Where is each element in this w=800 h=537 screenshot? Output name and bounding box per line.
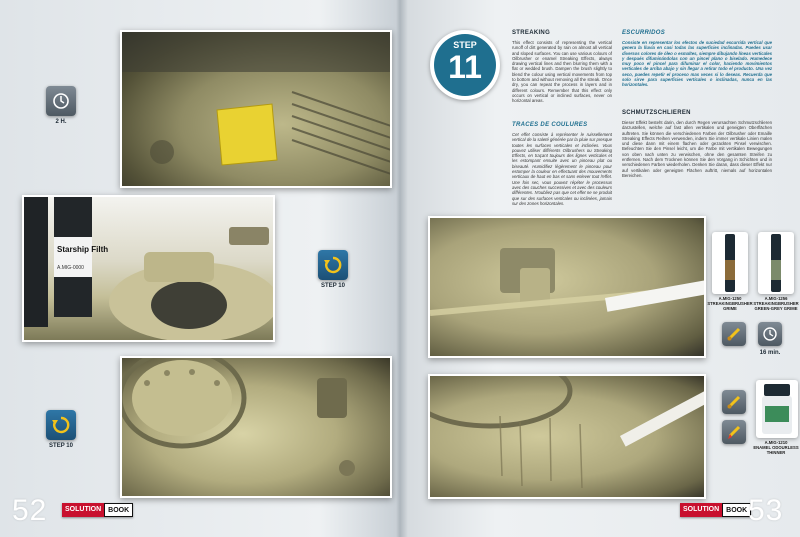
product-streakingbrusher-green-grey [758, 232, 794, 294]
body-de: Dieser Effekt besteht darin, den durch Regen verursachten Schmutzschlieren darzustellen, welche auf fast allen vertikalen und geneigten Oberflächen auftreten. Sie können die verschiedenen Farben der Oilbrusher oder Emaille Streaking Effects Reihen verwenden, indem Sie immer vertikale Linien malen und diese dann mit einem flachen oder gezackten Pinsel verwischen. Befeuchten Sie den Pinsel leicht, um die Farbe mit vertikalen Bewegungen von oben nach unten zu verwischen, ohne den gesamten Streifen zu entfernen. Nach dem Trocknen können Sie den Vorgang in Schichten und in verschiedenen Farben wiederholen. Denken Sie daran, dass dieser Effekt nur auf vertikalen oder geneigten Flächen auftritt, niemals auf horizontalen Bereichen. [622, 120, 772, 178]
logo-part-a: SOLUTION [62, 503, 104, 517]
brush-bottle-image [758, 232, 794, 294]
turret-closeup-illustration [122, 358, 392, 498]
streaking-application-illustration [430, 376, 706, 499]
hull-fitting-illustration [430, 218, 706, 358]
solution-book-logo-left [62, 503, 133, 517]
tank-photo-bottom-right [428, 374, 706, 499]
tank-photo-bottom-left [120, 356, 392, 498]
page-number-right: 53 [748, 494, 784, 527]
body-fr: Cet effet consiste à représenter le ruissellement vertical de la saleté générée par la pluie sur presque toutes les surfaces verticales et inclinées. Vous pouvez utiliser différents Oilbrushers ou Streaking Effects, en traçant toujours des lignes verticales et les estompant ensuite avec un pinceau plat ou biseauté. Humidifiez légèrement le pinceau pour estomper la couleur en effectuant des mouvements verticaux de haut en bas et sans enlever tout l'effet. Une fois sec, vous pouvez répéter le processus avec des couches successives et avec des couleurs différentes. N'oubliez pas que cet effet ne se produit que sur des surfaces verticales ou inclinées, jamais sur des zones horizontales. [512, 132, 612, 206]
product-streakingbrusher-grime [712, 232, 748, 294]
step-badge-inner [434, 34, 496, 96]
step-word: STEP [453, 40, 477, 50]
step-badge [430, 30, 500, 100]
body-en: This effect consists of representing the vertical runoff of dirt generated by rain on almost all vertical and sloped surfaces. You can use various colours of Oilbrusher or enamel Streaking Effects, always drawing vertical lines and then blurring them with a flat or wedded brush. Dampen the brush slightly to blend the colour using vertical movements from top to bottom and without removing all the streak. Once dry, you can repeat the process in layers and in different colours. Remember that this effect only occurs on vertical or inclined surfaces, never on horizontal areas. [512, 40, 612, 104]
step-caption-1: STEP 10 [321, 283, 345, 289]
product-enamel-thinner [756, 380, 798, 438]
thinner-jar-image [756, 380, 798, 438]
time-caption: 2 H. [55, 119, 67, 125]
heading-en: STREAKING [512, 30, 551, 36]
heading-de: SCHMUTZSCHLIEREN [622, 110, 691, 116]
product-label-1: A.MIG-1250 STREAKINGBRUSHER GRIME [707, 296, 753, 311]
tank-photo-top-left [120, 30, 392, 188]
brush-icon-2 [722, 390, 746, 414]
solution-book-logo-right [680, 503, 751, 517]
time-caption-right: 16 min. [759, 350, 781, 356]
tank-photo-top-right [428, 216, 706, 358]
bottle-code: A.MIG-0000 [57, 265, 84, 271]
body-es: Consiste en representar los efectos de suciedad escurrida vertical que genera la lluvia en casi todas las superficies inclinadas. Puedes usar diversos colores de óleo o esmaltes, siempre dibujando líneas verticales y después difuminándolas con un pincel plano o biselado. Humedece muy poco el pincel para difuminar el color, haciendo movimientos verticales de arriba abajo y sin llegar a retirar todo el producto. Una vez seco, puedes repetir el proceso mas veces si lo deseas. Recuerda que solo sirve para superficies verticales o inclinadas, nunca en las horizontales. [622, 40, 772, 88]
time-icon-right [758, 322, 782, 346]
logo-part-a: SOLUTION [680, 503, 722, 517]
bottle-label: Starship Filth [57, 245, 109, 254]
bottles-and-turret-illustration [24, 197, 275, 342]
tank-photo-middle-left [22, 195, 275, 342]
page-number-left: 52 [12, 494, 48, 527]
step-caption-2: STEP 10 [49, 443, 73, 449]
step-number: 11 [448, 49, 482, 85]
step-repeat-icon-1 [318, 250, 348, 280]
tank-hull-illustration [122, 32, 392, 188]
step-repeat-icon-2 [46, 410, 76, 440]
heading-fr: TRACES DE COULURES [512, 122, 588, 128]
time-icon [46, 86, 76, 116]
logo-part-b: BOOK [104, 503, 133, 517]
heading-es: ESCURRIDOS [622, 30, 666, 36]
logo-part-b: BOOK [722, 503, 751, 517]
product-label-3: A.MIG-1210 ENAMEL ODOURLESS THINNER [753, 440, 799, 455]
brush-icon-1 [722, 322, 746, 346]
wet-brush-icon [722, 420, 746, 444]
brush-bottle-image [712, 232, 748, 294]
product-label-2: A.MIG-1256 STREAKINGBRUSHER GREEN-GREY GRIME [753, 296, 799, 311]
